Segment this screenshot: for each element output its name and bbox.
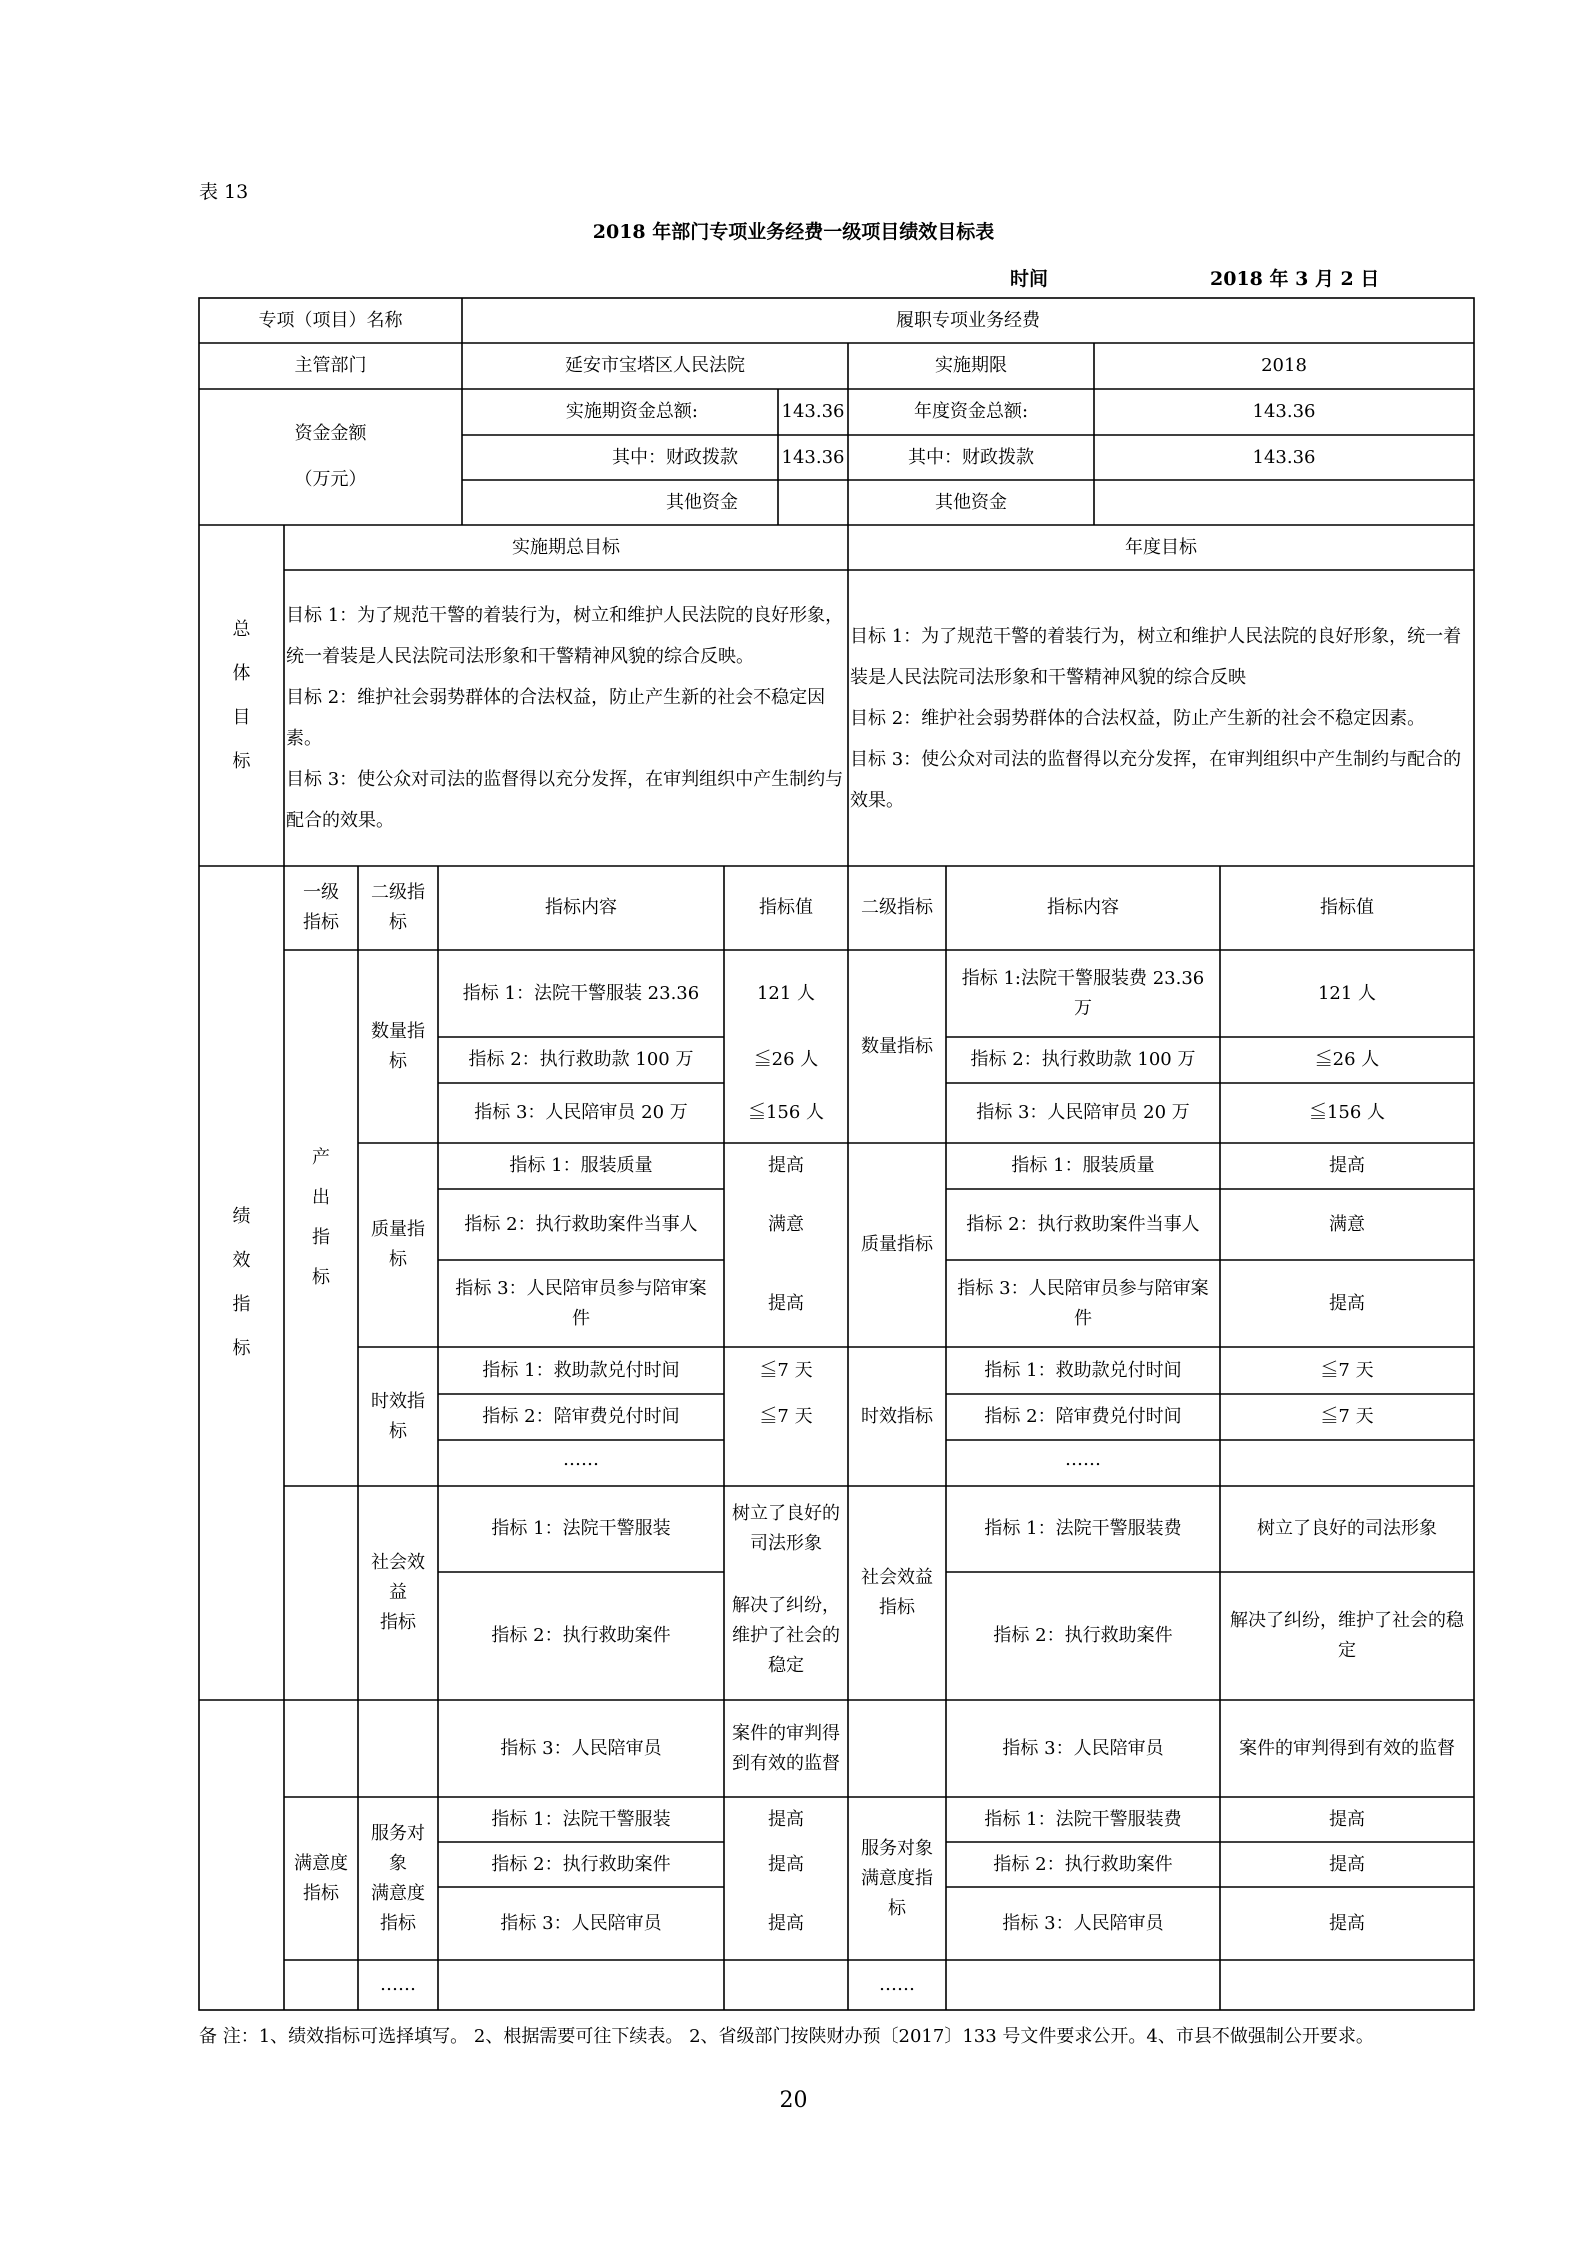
social-value-3: 案件的审判得 到有效的监督 (732, 1722, 840, 1774)
quality-value-3-year: 提高 (1329, 1292, 1365, 1314)
service-more: …… (380, 1974, 416, 1995)
quality-item-1-year: 指标 1：服装质量 (1011, 1155, 1155, 1176)
footnote: 备 注：1、绩效指标可选择填写。 2、根据需要可往下续表。 2、省级部门按陕财办预〔2017〕133 号文件要求公开。4、市县不做强制公开要求。 (199, 2026, 1374, 2047)
quality-value-1-year: 提高 (1329, 1155, 1365, 1176)
indicators-side-label: 绩 效 指 标 (232, 1206, 251, 1359)
satisfaction-indicator-label: 满意度 指标 (294, 1852, 348, 1904)
table-label: 表 13 (199, 181, 249, 203)
quantity-item-1: 指标 1：法院干警服装 23.36 (462, 982, 700, 1004)
timeliness-value-1: ≦7 天 (759, 1359, 813, 1381)
timeliness-item-more-year: …… (1065, 1449, 1101, 1470)
period-label: 实施期限 (935, 355, 1007, 376)
date-value: 2018 年 3 月 2 日 (1210, 268, 1380, 290)
service-value-3-year: 提高 (1329, 1912, 1365, 1934)
timeliness-label: 时效指 标 (371, 1390, 425, 1442)
service-item-3: 指标 3：人民陪审员 (500, 1912, 662, 1934)
service-more-year: …… (879, 1974, 915, 1995)
social-item-1: 指标 1：法院干警服装 (491, 1518, 671, 1539)
timeliness-value-1-year: ≦7 天 (1320, 1359, 1374, 1381)
quality-item-3-year: 指标 3：人民陪审员参与陪审案 件 (957, 1277, 1209, 1329)
social-benefit-label: 社会效 益 指标 (371, 1552, 425, 1633)
quality-value-2: 满意 (768, 1213, 804, 1235)
social-value-1: 树立了良好的 司法形象 (732, 1503, 840, 1554)
time-label: 时间 (1010, 268, 1049, 290)
quantity-item-1-year: 指标 1:法院干警服装费 23.36 万 (961, 967, 1205, 1019)
project-name: 履职专项业务经费 (896, 309, 1040, 331)
quantity-value-3-year: ≦156 人 (1308, 1102, 1386, 1123)
total-year-label: 年度资金总额: (913, 401, 1029, 422)
timeliness-item-2-year: 指标 2：陪审费兑付时间 (984, 1406, 1182, 1427)
timeliness-value-2-year: ≦7 天 (1320, 1406, 1374, 1427)
service-value-2-year: 提高 (1329, 1853, 1365, 1875)
quantity-label-year: 数量指标 (861, 1035, 933, 1057)
social-item-2-year: 指标 2：执行救助案件 (993, 1625, 1173, 1646)
header-level2: 二级指 标 (371, 882, 425, 933)
service-value-2: 提高 (768, 1853, 804, 1875)
department: 延安市宝塔区人民法院 (565, 355, 745, 376)
quality-label: 质量指 标 (371, 1219, 425, 1270)
fiscal-year-value: 143.36 (1252, 446, 1316, 468)
service-item-2: 指标 2：执行救助案件 (491, 1853, 671, 1875)
page-number: 20 (779, 2088, 808, 2113)
timeliness-item-2: 指标 2：陪审费兑付时间 (482, 1406, 680, 1427)
quantity-value-2-year: ≦26 人 (1314, 1049, 1380, 1070)
impl-goal-header: 实施期总目标 (512, 536, 620, 558)
social-value-1-year: 树立了良好的司法形象 (1257, 1518, 1437, 1539)
year-goal-header: 年度目标 (1125, 536, 1197, 558)
header-level2-year: 二级指标 (861, 897, 933, 918)
project-name-label: 专项（项目）名称 (258, 309, 403, 331)
social-value-3-year: 案件的审判得到有效的监督 (1239, 1737, 1455, 1759)
service-item-2-year: 指标 2：执行救助案件 (993, 1853, 1173, 1875)
social-benefit-label-year: 社会效益 指标 (861, 1567, 933, 1618)
quantity-value-2: ≦26 人 (753, 1049, 819, 1070)
timeliness-value-2: ≦7 天 (759, 1406, 813, 1427)
period: 2018 (1261, 355, 1307, 376)
social-item-3-year: 指标 3：人民陪审员 (1002, 1737, 1164, 1759)
header-value: 指标值 (759, 897, 813, 918)
service-item-3-year: 指标 3：人民陪审员 (1002, 1912, 1164, 1934)
year-goal-text: 目标 1：为了规范干警的着装行为，树立和维护人民法院的良好形象，统一着装是人民法院司法形象和干警精神风貌的综合反映 目标 2：维护社会弱势群体的合法权益，防止产生新的社会不稳定因素。 目标 3：使公众对司法的监督得以充分发挥，在审判组织中产生制约与配合的效果。 (850, 625, 1462, 811)
other-year-label: 其他资金 (935, 491, 1007, 513)
header-level1: 一级 指标 (303, 882, 339, 933)
header-value-year: 指标值 (1320, 897, 1374, 918)
quantity-item-2: 指标 2：执行救助款 100 万 (468, 1049, 694, 1070)
timeliness-item-1: 指标 1：救助款兑付时间 (482, 1359, 680, 1381)
service-item-1: 指标 1：法院干警服装 (491, 1808, 671, 1830)
service-value-1-year: 提高 (1329, 1808, 1365, 1830)
quality-label-year: 质量指标 (861, 1234, 933, 1255)
total-impl-value: 143.36 (781, 401, 845, 422)
service-satisfaction-label: 服务对 象 满意度 指标 (371, 1822, 425, 1934)
timeliness-label-year: 时效指标 (861, 1405, 933, 1427)
timeliness-item-more: …… (563, 1449, 599, 1470)
fund-label: 资金金额 （万元） (294, 423, 367, 490)
service-item-1-year: 指标 1：法院干警服装费 (984, 1808, 1182, 1830)
quality-value-3: 提高 (768, 1292, 804, 1314)
quality-item-3: 指标 3：人民陪审员参与陪审案 件 (455, 1277, 707, 1329)
other-impl-label: 其他资金 (666, 491, 738, 513)
fiscal-impl-value: 143.36 (781, 446, 845, 468)
fiscal-impl-label: 其中：财政拨款 (612, 446, 738, 468)
social-value-2-year: 解决了纠纷，维护了社会的稳 定 (1230, 1610, 1464, 1661)
department-label: 主管部门 (294, 355, 367, 376)
quality-item-2-year: 指标 2：执行救助案件当事人 (966, 1213, 1200, 1235)
quantity-item-3: 指标 3：人民陪审员 20 万 (474, 1102, 688, 1123)
social-item-1-year: 指标 1：法院干警服装费 (984, 1518, 1182, 1539)
quantity-item-2-year: 指标 2：执行救助款 100 万 (970, 1049, 1196, 1070)
social-value-2: 解决了纠纷， 维护了社会的 稳定 (732, 1595, 840, 1676)
output-indicator-label: 产 出 指 标 (312, 1147, 330, 1288)
header-content-year: 指标内容 (1047, 897, 1119, 918)
social-item-3: 指标 3：人民陪审员 (500, 1737, 662, 1759)
quantity-item-3-year: 指标 3：人民陪审员 20 万 (976, 1102, 1190, 1123)
header-content: 指标内容 (545, 897, 617, 918)
quantity-value-1-year: 121 人 (1317, 982, 1377, 1004)
total-year-value: 143.36 (1252, 401, 1316, 422)
quality-item-1: 指标 1：服装质量 (509, 1155, 653, 1176)
social-item-2: 指标 2：执行救助案件 (491, 1625, 671, 1646)
quantity-value-1: 121 人 (756, 982, 816, 1004)
total-impl-label: 实施期资金总额: (565, 401, 698, 422)
quality-value-1: 提高 (768, 1155, 804, 1176)
timeliness-item-1-year: 指标 1：救助款兑付时间 (984, 1359, 1182, 1381)
impl-goal-text: 目标 1：为了规范干警的着装行为，树立和维护人民法院的良好形象，统一着装是人民法院司法形象和干警精神风貌的综合反映。 目标 2：维护社会弱势群体的合法权益，防止产生新的社会不稳定因素。 目标 3：使公众对司法的监督得以充分发挥，在审判组织中产生制约与配合的效果。 (286, 605, 844, 831)
fiscal-year-label: 其中：财政拨款 (908, 446, 1034, 468)
service-value-1: 提高 (768, 1808, 804, 1830)
quality-item-2: 指标 2：执行救助案件当事人 (464, 1213, 698, 1235)
quality-value-2-year: 满意 (1329, 1213, 1365, 1235)
quantity-value-3: ≦156 人 (747, 1102, 825, 1123)
goals-side-label: 总 体 目 标 (232, 618, 251, 772)
quantity-label: 数量指 标 (371, 1020, 425, 1072)
service-value-3: 提高 (768, 1912, 804, 1934)
document-title: 2018 年部门专项业务经费一级项目绩效目标表 (592, 221, 995, 243)
service-satisfaction-label-year: 服务对象 满意度指 标 (861, 1837, 933, 1919)
